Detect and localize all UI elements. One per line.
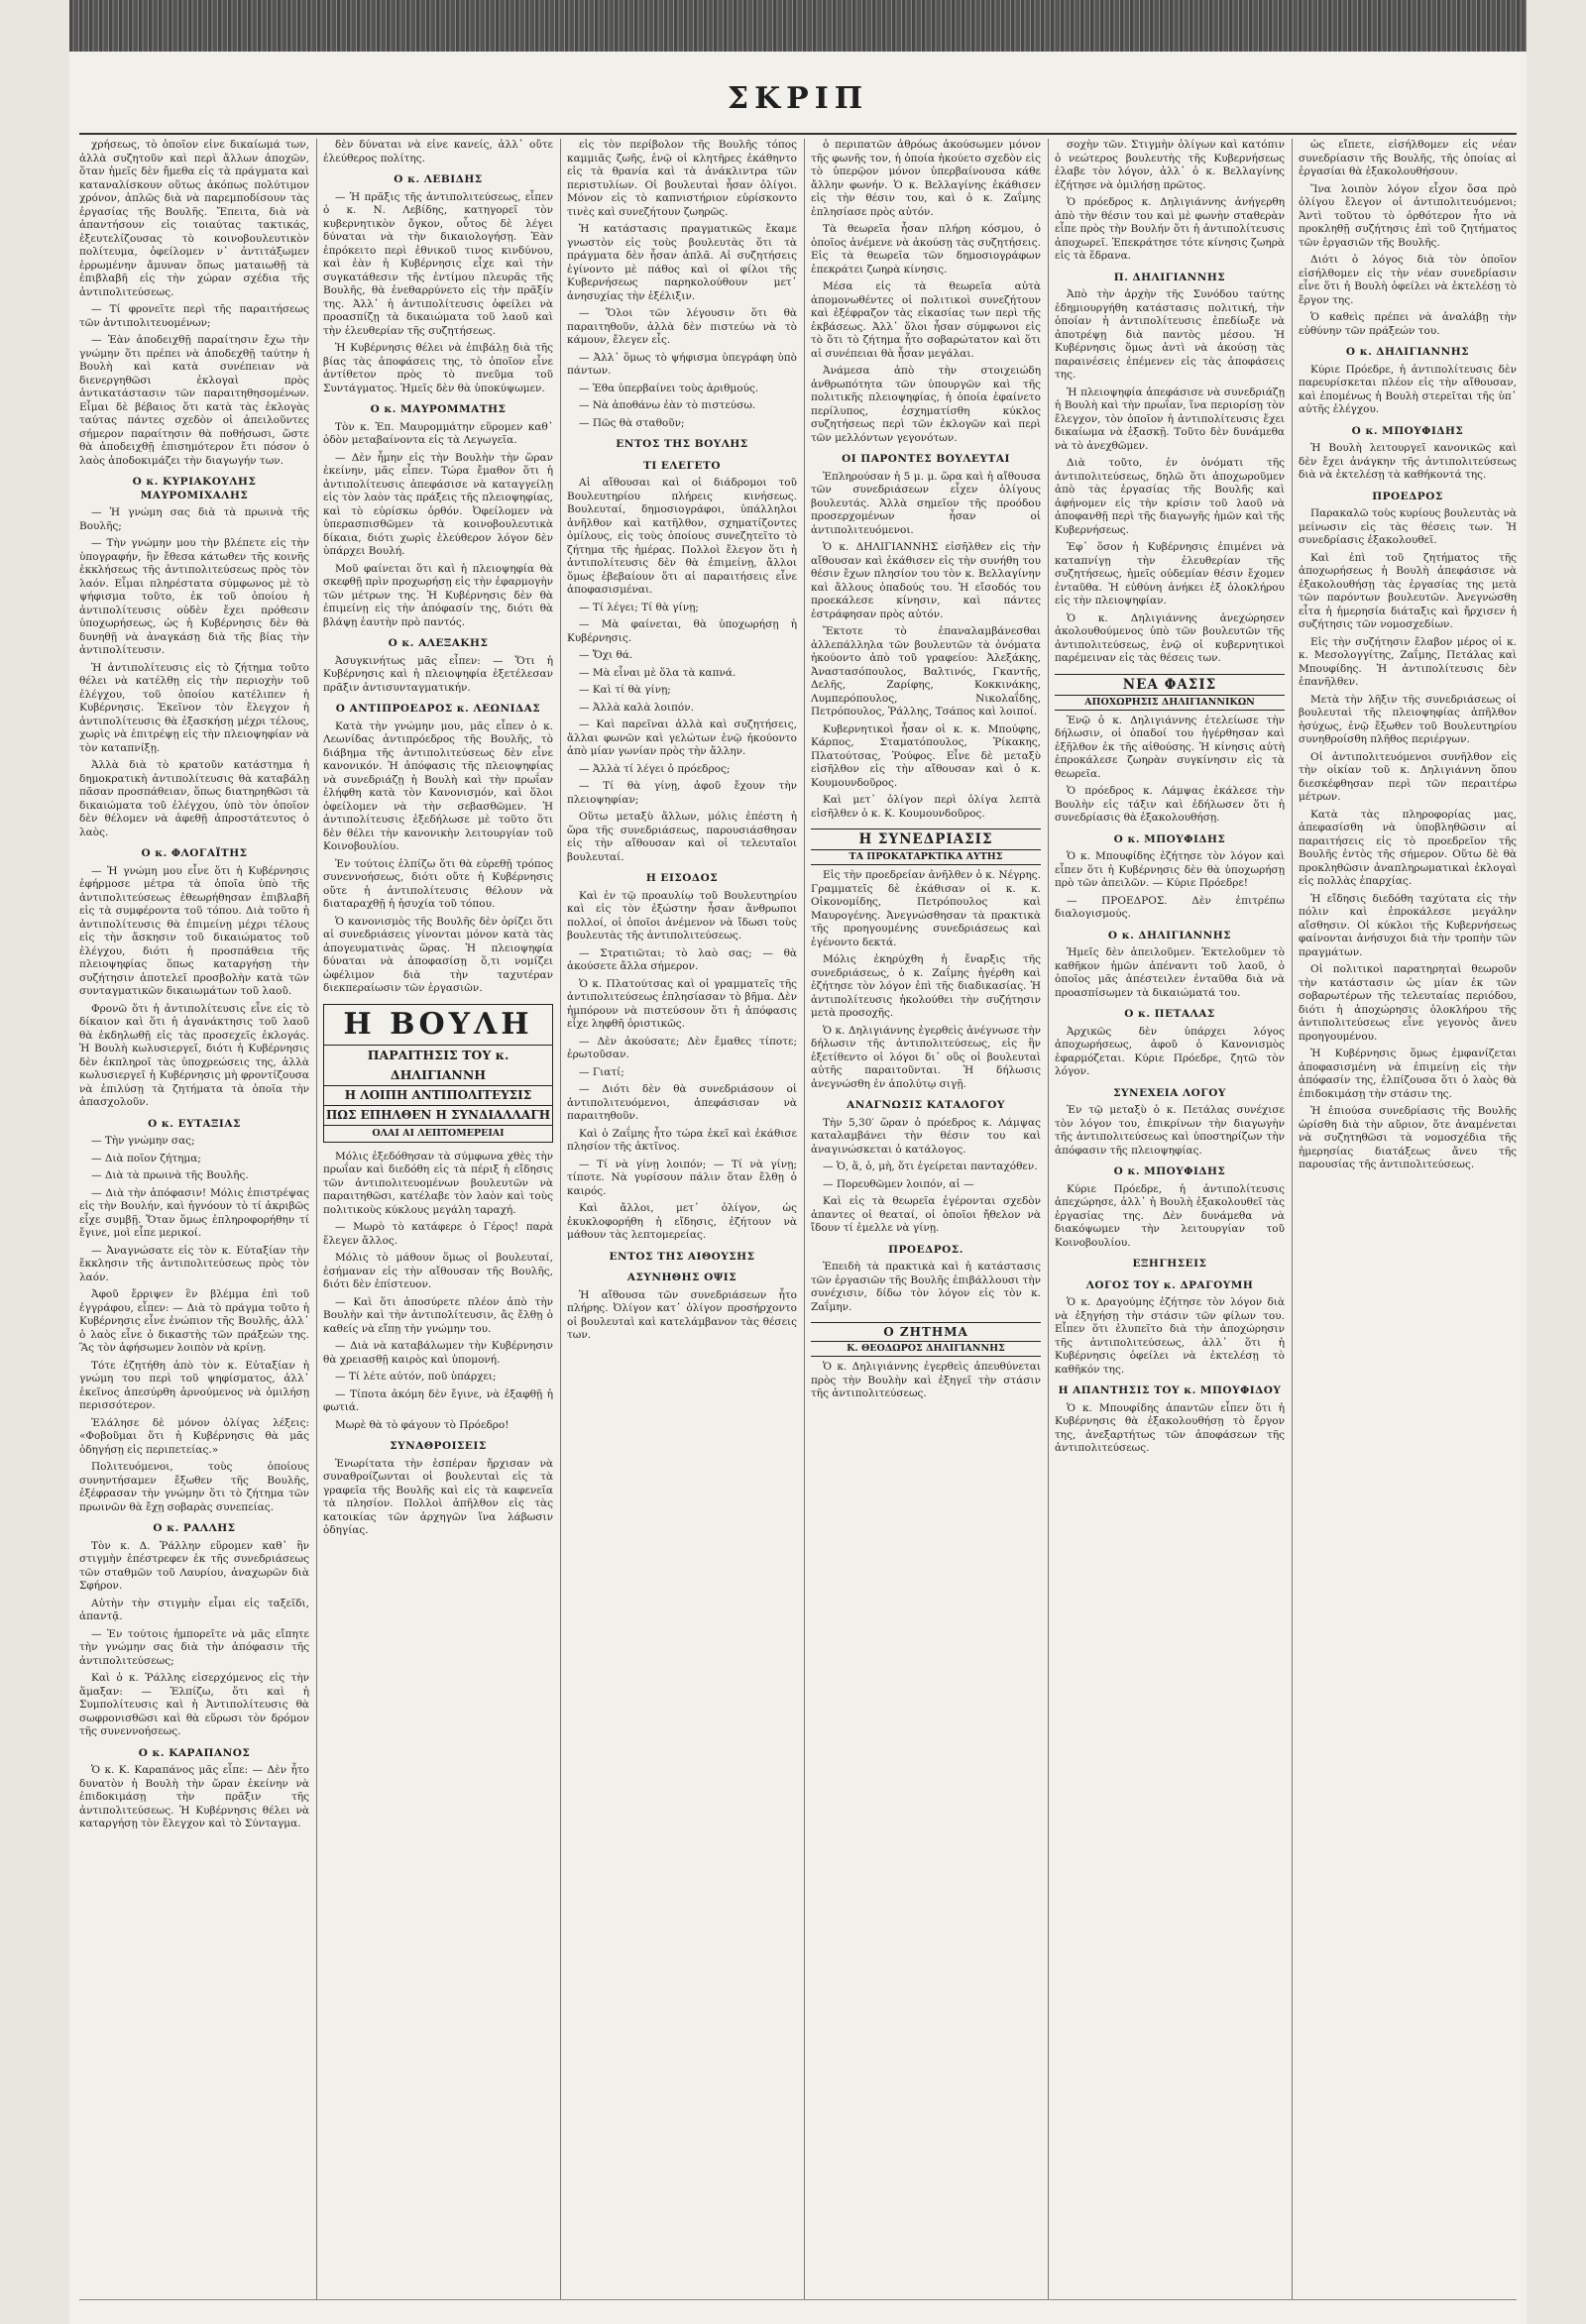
section-heading: ΣΥΝΑΘΡΟΙΣΕΙΣ	[390, 1440, 487, 1452]
article-paragraph: — Τίποτα ἀκόμη δὲν ἔγινε, νὰ ἐξαφθῇ ἡ φωτιά.	[323, 1387, 553, 1413]
article-paragraph: Ὁ πρόεδρος κ. Δηλιγιάννης ἀνήγερθη ἀπὸ τὴν θέσιν του καὶ μὲ φωνὴν σταθερὰν εἶπε πρὸς τὴν Βουλήν ὅτι ἡ ἀντιπολίτευσις ἀποχωρεῖ. Ἐπεκράτησε τότε κίνησις ζωηρὰ εἰς τὰ ἕδρανα.	[1055, 196, 1285, 262]
article-paragraph: Ὁ κανονισμὸς τῆς Βουλῆς δὲν ὁρίζει ὅτι αἱ συνεδριάσεις γίνονται μόνον κατὰ τὰς ἀπογευματινὰς ὥρας. Ἡ πλειοψηφία δύναται νὰ ἀποφασίσῃ ὅ,τι νομίζει ὠφέλιμον διὰ τὴν ταχυτέραν διεκπεραίωσιν τῶν ἐργασιῶν.	[323, 915, 553, 994]
article-paragraph: Τὰ θεωρεῖα ἦσαν πλήρη κόσμου, ὁ ὁποῖος ἀνέμενε νὰ ἀκούσῃ τὰς συζητήσεις. Εἰς τὰ θεωρεῖα τῶν δημοσιογράφων ἐπεκράτει ζωηρὰ κίνησις.	[811, 223, 1041, 276]
column-1	[79, 139, 309, 2299]
section-heading: Ο κ. ΡΑΛΛΗΣ	[153, 1522, 236, 1534]
headline-banner	[323, 1004, 553, 1143]
section-heading: ΠΡΟΕΔΡΟΣ	[1372, 490, 1443, 502]
section-heading: ΣΥΝΕΧΕΙΑ ΛΟΓΟΥ	[1113, 1086, 1226, 1099]
article-paragraph: δὲν δύναται νὰ εἶνε κανείς, ἀλλ᾿ οὔτε ἐλεύθερος πολίτης.	[323, 139, 553, 165]
section-heading: ΑΣΥΝΗΘΗΣ ΟΨΙΣ	[626, 1272, 737, 1283]
article-paragraph: Ὁ κ. Κ. Καραπάνος μᾶς εἶπε: — Δὲν ἦτο δυνατὸν ἡ Βουλὴ τὴν ὥραν ἐκείνην νὰ ἐπιδοκιμάσῃ τὴν πρᾶξιν τῆς ἀντιπολιτεύσεως. Ἡ Κυβέρνησις θέλει νὰ καταργήσῃ τὸν ἔλεγχον καὶ τὸ Σύνταγμα.	[79, 1764, 309, 1829]
section-heading: Ο κ. ΜΠΟΥΦΙΔΗΣ	[1351, 424, 1464, 437]
article-paragraph: — Ἀναγνώσατε εἰς τὸν κ. Εὐταξίαν τὴν ἔκκλησιν τῆς ἀντιπολιτεύσεως πρὸς τὸν λαόν.	[79, 1244, 309, 1283]
article-paragraph: Ἐλάλησε δὲ μόνον ὀλίγας λέξεις: «Φοβοῦμαι ὅτι ἡ Κυβέρνησις θὰ μᾶς ὁδηγήσῃ εἰς περιπετείας.»	[79, 1416, 309, 1456]
article-paragraph: Ὁ κ. ΔΗΛΙΓΙΑΝΝΗΣ εἰσῆλθεν εἰς τὴν αἴθουσαν καὶ ἐκάθισεν εἰς τὴν συνήθη του θέσιν ἔχων πλησίον του τὸν κ. Βελλαγίνην καὶ ἄλλους ὀπαδούς του. Ἡ εἴσοδός του προεκάλεσε κίνησιν, καὶ πάντες ἐστράφησαν πρὸς αὐτόν.	[811, 541, 1041, 620]
article-paragraph: Ἡ Βουλὴ λειτουργεῖ κανονικῶς καὶ δὲν ἔχει ἀνάγκην τῆς ἀντιπολιτεύσεως διὰ νὰ ἐκτελέσῃ τὰ καθήκοντά της.	[1299, 442, 1517, 481]
article-paragraph: — Τὴν γνώμην μου τὴν βλέπετε εἰς τὴν ὑπογραφήν, ἣν ἔθεσα κάτωθεν τῆς κοινῆς ἐκκλήσεως τῆς ἀντιπολιτεύσεως πρὸς τὸν λαόν. Εἶμαι πληρέστατα σύμφωνος μὲ τὸ ψήφισμα τοῦτο, ἐκ τοῦ ὁποίου ἡ ἀντιπολίτευσις οὐδὲν ἔχει πρόθεσιν ὑποχωρήσεως, ὡς ἡ Κυβέρνησις δὲν θὰ δυνηθῇ νὰ ἀναγκάσῃ διὰ τῆς βίας τὴν ἀντιπολίτευσιν.	[79, 537, 309, 656]
article-paragraph: Μόλις ἐκηρύχθη ἡ ἔναρξις τῆς συνεδριάσεως, ὁ κ. Ζαΐμης ἠγέρθη καὶ ἐζήτησε τὸν λόγον ἐπὶ τῆς διαδικασίας. Ἡ ἀντιπολίτευσις ἠκολούθει τὴν συζήτησιν μετὰ προσοχῆς.	[811, 953, 1041, 1019]
article-paragraph: Διὰ τοῦτο, ἐν ὀνόματι τῆς ἀντιπολιτεύσεως, δηλῶ ὅτι ἀποχωροῦμεν ἀπὸ τὰς ἐργασίας τῆς Βουλῆς καὶ ἀφήνομεν εἰς τὴν κρίσιν τοῦ λαοῦ νὰ ἀποφανθῇ περὶ τῆς διαγωγῆς ἡμῶν καὶ τῆς Κυβερνήσεως.	[1055, 457, 1285, 536]
article-paragraph: Ἡ κατάστασις πραγματικῶς ἔκαμε γνωστὸν εἰς τοὺς βουλευτὰς ὅτι τὰ πράγματα δὲν ἦσαν ἀπλᾶ. Αἱ συζητήσεις ἐγίνοντο μὲ πάθος καὶ οἱ φίλοι τῆς Κυβερνήσεως παρηκολούθουν μετ᾿ ἀνησυχίας τὴν ἐξέλιξιν.	[567, 223, 797, 302]
section-heading: Ο κ. ΜΠΟΥΦΙΔΗΣ	[1113, 1165, 1226, 1177]
boxed-heading-subtitle: ΤΑ ΠΡΟΚΑΤΑΡΚΤΙΚΑ ΑΥΤΗΣ	[811, 849, 1041, 864]
article-paragraph: Ἀρχικῶς δὲν ὑπάρχει λόγος ἀποχωρήσεως, ἀφοῦ ὁ Κανονισμὸς ἐφαρμόζεται. Κύριε Πρόεδρε, ζητῶ τὸν λόγον.	[1055, 1025, 1285, 1077]
article-paragraph: Καὶ ὁ Ζαΐμης ἦτο τώρα ἐκεῖ καὶ ἐκάθισε πλησίον τῆς ἀκτῖνος.	[567, 1127, 797, 1153]
article-paragraph: Ἡ ἀντιπολίτευσις εἰς τὸ ζήτημα τοῦτο θέλει νὰ κατέλθῃ εἰς τὴν περιοχὴν τοῦ ἐλέγχου, τοῦ ὁποίου κατέλιπεν ἡ Κυβέρνησις. Ἐκεῖνον τὸν ἔλεγχον ἡ ἀντιπολίτευσις θὰ ἐξασκήσῃ μέχρι τέλους, χωρὶς νὰ ἐπιτρέψῃ εἰς τὴν πλειοψηφίαν νὰ τὸν καταπνίξῃ.	[79, 661, 309, 754]
article-paragraph: Ἵνα λοιπὸν λόγον εἶχον ὅσα πρὸ ὀλίγου ἔλεγον οἱ ἀντιπολιτευόμενοι; Ἀντὶ τοῦτου τὸ ὀρθότερον ἦτο νὰ προκληθῇ συζήτησις ἐπὶ τοῦ ζητήματος τῶν ἐργασιῶν τῆς Βουλῆς.	[1299, 182, 1517, 249]
article-paragraph: — Καὶ παρεῖναι ἀλλὰ καὶ συζητήσεις, ἄλλαι φωνῶν καὶ γελώτων ἐνῷ ἠκούοντο ἀπὸ μίαν γωνίαν πρὸς τὴν ἄλλην.	[567, 719, 797, 757]
headline-line: ΟΛΑΙ ΑΙ ΛΕΠΤΟΜΕΡΕΙΑΙ	[324, 1125, 552, 1142]
article-paragraph: — Καὶ ὅτι ἀποσύρετε πλέον ἀπὸ τὴν Βουλὴν καὶ τὴν ἀντιπολίτευσιν, ἄς ἔλθῃ ὁ καθείς νὰ εἴπῃ τὴν γνώμην του.	[323, 1295, 553, 1335]
section-heading: Ο κ. ΑΛΕΞΑΚΗΣ	[388, 637, 489, 649]
section-heading: ΤΙ ΕΛΕΓΕΤΟ	[643, 459, 721, 472]
article-paragraph: Ὁ κ. Δηλιγιάννης ἐγερθεὶς ἀπευθύνεται πρὸς τὴν Βουλὴν καὶ ἐξηγεῖ τὴν στάσιν τῆς ἀντιπολιτεύσεως.	[811, 1361, 1041, 1399]
article-paragraph: — Ὄχι θά.	[579, 649, 633, 661]
article-paragraph: — Ἀλλὰ καλὰ λοιπόν.	[579, 701, 694, 714]
article-paragraph: Ἐνωρίτατα τὴν ἑσπέραν ἤρχισαν νὰ συναθροίζωνται οἱ βουλευταὶ εἰς τὰ γραφεῖα τῆς Βουλῆς καὶ εἰς τὰ καφενεῖα τὰ πλησίον. Πολλοὶ ἀπῆλθον εἰς τὰς κατοικίας τῶν ἀρχηγῶν ἵνα λάβωσιν ὁδηγίας.	[323, 1457, 553, 1536]
section-heading: Ο κ. ΔΗΛΙΓΙΑΝΝΗΣ	[1345, 346, 1470, 358]
article-paragraph: χρήσεως, τὸ ὁποῖον εἶνε δικαίωμά των, ἀλλὰ συζητοῦν καὶ περὶ ἄλλων ἀποχῶν, ὅταν ἡμεῖς δὲν ἤμεθα εἰς τὰ πράγματα καὶ καταναλίσκουν οὕτως ἀκόπως πολύτιμον χρόνον, ἁπλῶς διὰ νὰ παρεμποδίσουν τὰς ἐργασίας τῆς Βουλῆς. Ἔπειτα, διὰ νὰ ἀπαντήσουν εἰς τοιαύτας τακτικάς, ἐξευτελίζουσας τὸ κοινοβουλευτικὸν πολίτευμα, ὀφείλομεν ν᾿ ἀντιτάξωμεν ἐρρωμένην ἄμυναν ὅπως ματαιωθῇ τὰ ἐπιβλαβῆ εἰς τὴν χώραν σχέδια τῆς ἀντιπολιτεύσεως.	[79, 139, 309, 298]
article-paragraph: — Διὰ ποῖον ζήτημα;	[91, 1152, 201, 1164]
article-paragraph: Αὐτὴν τὴν στιγμὴν εἶμαι εἰς ταξεῖδι, ἀπαντᾷ.	[79, 1597, 309, 1622]
article-paragraph: — Διὰ νὰ καταβάλωμεν τὴν Κυβέρνησιν θὰ χρειασθῇ καιρὸς καὶ ὑπομονή.	[323, 1340, 553, 1366]
masthead-title: ΣΚΡΙΠ	[727, 81, 869, 116]
headline-line: Η ΒΟΥΛΗ	[343, 1006, 533, 1042]
article-paragraph: Καὶ ὁ κ. Ῥάλλης εἰσερχόμενος εἰς τὴν ἅμαξαν: — Ἐλπίζω, ὅτι καὶ ἡ Συμπολίτευσις καὶ ἡ Ἀντιπολίτευσις θὰ σωφρονισθῶσι καὶ θὰ εὕρωσι τὸν δρόμον τῆς συνεννοήσεως.	[79, 1672, 309, 1737]
boxed-heading-title: ΝΕΑ ΦΑΣΙΣ	[1122, 676, 1217, 693]
article-paragraph: — Τί φρονεῖτε περὶ τῆς παραιτήσεως τῶν ἀντιπολιτευομένων;	[79, 303, 309, 329]
article-paragraph: Μετὰ τὴν λῆξιν τῆς συνεδριάσεως οἱ βουλευταὶ τῆς πλειοψηφίας ἀπῆλθον ἡσύχως, ἐνῷ ἔξωθεν τοῦ Βουλευτηρίου συνηθροίσθη πλῆθος περιέργων.	[1299, 693, 1517, 745]
column-divider	[1292, 139, 1293, 2299]
article-paragraph: — Ὅλοι τῶν λέγουσιν ὅτι θὰ παραιτηθοῦν, ἀλλὰ δὲν πιστεύω νὰ τὸ κάμουν, ἔλεγεν εἷς.	[567, 307, 797, 346]
article-paragraph: Ὁ κ. Δραγούμης ἐζήτησε τὸν λόγον διὰ νὰ ἐξηγήσῃ τὴν στάσιν τῶν φίλων του. Εἶπεν ὅτι ἐλυπεῖτο διὰ τὴν ἀποχώρησιν τῆς ἀντιπολιτεύσεως, ἀλλ᾿ ὅτι ἡ Κυβέρνησις ὀφείλει νὰ ἐκτελέσῃ τὸ καθῆκόν της.	[1055, 1296, 1285, 1376]
article-paragraph: — Καὶ τί θὰ γίνῃ;	[579, 684, 671, 696]
section-heading: Ο κ. ΜΠΟΥΦΙΔΗΣ	[1113, 832, 1226, 845]
article-paragraph: σοχὴν τῶν. Στιγμὴν ὀλίγων καὶ κατόπιν ὁ νεώτερος βουλευτὴς τῆς Κυβερνήσεως ἐλαβε τὸν λόγον, ἀλλ᾿ ὁ κ. Βελλαγίνης ἐζήτησε νὰ ὁμιλήσῃ πρῶτος.	[1055, 139, 1285, 191]
newspaper-page	[69, 0, 1527, 2324]
article-paragraph: — Ἐθα ὑπερβαίνει τοὺς ἀριθμούς.	[579, 382, 759, 394]
column-4	[811, 139, 1041, 2299]
headline-line: ΠΑΡΑΙΤΗΣΙΣ ΤΟΥ κ. ΔΗΛΙΓΙΑΝΝΗ	[324, 1045, 552, 1085]
article-paragraph: Ὁ πρόεδρος κ. Λάμψας ἐκάλεσε τὴν Βουλὴν εἰς τάξιν καὶ ἐδήλωσεν ὅτι ἡ συνεδρίασις θὰ ἐξακολουθήσῃ.	[1055, 785, 1285, 824]
article-paragraph: Καὶ εἰς τὰ θεωρεῖα ἐγέρονται σχεδὸν ἀπαντες οἱ θεαταί, οἱ ὁποῖοι ἤθελον νὰ ἴδουν τί ἐμελλε νὰ γίνῃ.	[811, 1195, 1041, 1234]
article-paragraph: εἰς τὸν περίβολον τῆς Βουλῆς τόπος καμμιᾶς ζωῆς, ἐνῷ οἱ κλητῆρες ἐκάθηντο εἰς τὰ θρανία καὶ τὰ ἀνάκλιντρα τῶν περιστυλίων. Οἱ βουλευταὶ ἦσαν ὀλίγοι. Μόνον εἰς τὸ καπνιστήριον εὑρίσκοντο τινὲς καὶ συνεζήτουν ζωηρῶς.	[567, 139, 797, 218]
section-heading: Η ΑΠΑΝΤΗΣΙΣ ΤΟΥ κ. ΜΠΟΥΦΙΔΟΥ	[1058, 1384, 1282, 1396]
column-divider	[804, 139, 805, 2299]
article-paragraph: Ἡ Κυβέρνησις θέλει νὰ ἐπιβάλῃ διὰ τῆς βίας τὰς ἀποφάσεις της, τὸ ὁποῖον εἶνε ἀντίθετον πρὸς τὸ πνεῦμα τοῦ Συντάγματος. Ἡμεῖς δὲν θὰ ὑποκύψωμεν.	[323, 342, 553, 394]
article-paragraph: Μόλις τὸ μάθουν ὅμως οἱ βουλευταί, ἐσήμαναν εἰς τὴν αἴθουσαν τῆς Βουλῆς, διότι δὲν ἐπίστευον.	[323, 1252, 553, 1290]
article-paragraph: Ἀνάμεσα ἀπὸ τὴν στοιχειώδη ἀνθρωπότητα τῶν ὑπουργῶν καὶ τῆς πολιτικῆς πλειοψηφίας, ἡ ὁποία ἐφαίνετο περίλυπος, ἐσχηματίσθη κύκλος συζητήσεως περὶ τῶν ἐκλογῶν καὶ περὶ τῶν μελλόντων γεγονότων.	[811, 365, 1041, 444]
headline-line: Η ΛΟΙΠΗ ΑΝΤΙΠΟΛΙΤΕΥΣΙΣ	[324, 1085, 552, 1105]
article-paragraph: — Ἡ πρᾶξις τῆς ἀντιπολιτεύσεως, εἶπεν ὁ κ. Ν. Λεβίδης, κατηγορεῖ τὸν κυβερνητικὸν ὄγκον, οὗτος δὲ λέγει δύναται νὰ τὴν δικαιολογήσῃ. Ἐὰν ἐπρόκειτο περὶ ἐθνικοῦ τινος κινδύνου, καὶ ἐὰν ἡ Κυβέρνησις εἶχε καὶ τὴν συγκατάθεσιν τῆς ἐντίμου πλευρᾶς τῆς Βουλῆς, θὰ ἐνεθαρρύνετο εἰς τὴν πρᾶξίν της. Ἀλλ᾿ ἡ ἀντιπολίτευσις ὀφείλει νὰ προασπίζῃ τὰ δικαιώματα τοῦ λαοῦ καὶ τὴν ἐλευθερίαν τῆς συζητήσεως.	[323, 190, 553, 337]
section-heading: ΠΡΟΕΔΡΟΣ.	[888, 1243, 963, 1256]
article-paragraph: Τὴν 5,30′ ὥραν ὁ πρόεδρος κ. Λάμψας καταλαμβάνει τὴν θέσιν του καὶ ἀναγινώσκεται ὁ κατάλογος.	[811, 1116, 1041, 1156]
bottom-rule	[79, 2299, 1517, 2300]
article-paragraph: — Ἀλλ᾿ ὅμως τὸ ψήφισμα ὑπεγράφη ὑπὸ πάντων.	[567, 351, 797, 377]
article-paragraph: — Τί νὰ γίνῃ λοιπόν; — Τί νὰ γίνῃ; τίποτε. Νὰ γυρίσουν πάλιν ὅταν ἔλθῃ ὁ καιρός.	[567, 1158, 797, 1197]
boxed-heading-subtitle: Κ. ΘΕΟΔΩΡΟΣ ΔΗΛΙΓΙΑΝΝΗΣ	[811, 1341, 1041, 1356]
article-paragraph: Ἐν τῷ μεταξὺ ὁ κ. Πετάλας συνέχισε τὸν λόγον του, ἐπικρίνων τὴν διαγωγὴν τῆς ἀντιπολιτεύσεως καὶ ὑποστηρίζων τὴν ἀπόφασιν τῆς πλειοψηφίας.	[1055, 1104, 1285, 1157]
boxed-heading-subtitle: ΑΠΟΧΩΡΗΣΙΣ ΔΗΛΙΓΙΑΝΝΙΚΩΝ	[1055, 695, 1285, 710]
article-paragraph: Καὶ μετ᾿ ὀλίγον περὶ ὀλίγα λεπτὰ εἰσῆλθεν ὁ κ. Κ. Κουμουνδοῦρος.	[811, 794, 1041, 820]
section-heading: Ο κ. ΔΗΛΙΓΙΑΝΝΗΣ	[1107, 929, 1232, 941]
article-paragraph: Ἀλλὰ διὰ τὸ κρατοῦν κατάστημα ἡ δημοκρατικὴ ἀντιπολίτευσις θὰ καταβάλῃ πᾶσαν προσπάθειαν, ὅπως διατηρηθῶσι τὰ δικαιώματα τοῦ ἐλέγχου, ὑπὸ τὸν ὁποῖον δὲν θέλομεν νὰ ἀφεθῇ ἀπροστάτευτος ὁ λαὸς.	[79, 759, 309, 838]
article-paragraph: Ἀσυγκινήτως μᾶς εἶπεν: — Ὅτι ἡ Κυβέρνησις καὶ ἡ πλειοψηφία ἐξετέλεσαν πρᾶξιν ἀντισυνταγματικήν.	[323, 654, 553, 694]
article-paragraph: Μέσα εἰς τὰ θεωρεῖα αὐτὰ ἀπομονωθέντες οἱ πολιτικοὶ συνεζήτουν καὶ ἐξέφραζον τὰς εἰκασίας των περὶ τῆς ἐκβάσεως. Ἀλλ᾿ ὅλοι ἦσαν σύμφωνοι εἰς τὸ ὅτι τὸ ζήτημα ἦτο σοβαρώτατον καὶ ὅτι αἱ συνέπειαι θὰ ἦσαν μεγάλαι.	[811, 280, 1041, 360]
article-paragraph: — ΠΡΟΕΔΡΟΣ. Δὲν ἐπιτρέπω διαλογισμούς.	[1055, 894, 1285, 920]
article-paragraph: — Μὰ εἶναι μὲ ὅλα τὰ καπνά.	[579, 666, 736, 679]
article-paragraph: Ὁ καθεὶς πρέπει νὰ ἀναλάβῃ τὴν εὐθύνην τῶν πράξεών του.	[1299, 311, 1517, 337]
article-paragraph: — Ὁ, ἅ, ὁ, μὴ, ὅτι ἐγείρεται πανταχόθεν.	[823, 1161, 1038, 1172]
column-2	[323, 139, 553, 2299]
section-heading: ΕΝΤΟΣ ΤΗΣ ΑΙΘΟΥΣΗΣ	[609, 1250, 755, 1263]
column-divider	[1048, 139, 1049, 2299]
column-3	[567, 139, 797, 2299]
article-paragraph: Οἱ πολιτικοὶ παρατηρηταὶ θεωροῦν τὴν κατάστασιν ὡς μίαν ἐκ τῶν σοβαρωτέρων τῆς τελευταίας περιόδου, διότι ἡ ἀποχώρησις ὁλοκλήρου τῆς ἀντιπολιτεύσεως εἶνε γεγονὸς ἄνευ προηγουμένου.	[1299, 963, 1517, 1043]
section-heading: Η ΕΙΣΟΔΟΣ	[645, 872, 719, 884]
article-paragraph: Καὶ ἐπὶ τοῦ ζητήματος τῆς ἀποχωρήσεως ἡ Βουλὴ ἀπεφάσισε νὰ ἐξακολουθήσῃ τὰς ἐργασίας της μετὰ τῶν παρόντων βουλευτῶν. Ἀνεγνώσθη εἶτα ἡ ἡμερησία διάταξις καὶ ἤρχισεν ἡ συζήτησις τῶν νομοσχεδίων.	[1299, 551, 1517, 630]
article-paragraph: — Τί λέγει; Τί θὰ γίνῃ;	[579, 601, 699, 613]
article-paragraph: Ἐφ᾿ ὅσον ἡ Κυβέρνησις ἐπιμένει νὰ καταπνίγῃ τὴν ἐλευθερίαν τῆς συζητήσεως, ἡμεῖς οὐδεμίαν θέσιν ἔχομεν ἐνταῦθα. Ἡ εὐθύνη ἀνήκει ἐξ ὁλοκλήρου εἰς τὴν πλειοψηφίαν.	[1055, 541, 1285, 607]
article-paragraph: Ὁ κ. Μπουφίδης ἐζήτησε τὸν λόγον καὶ εἶπεν ὅτι ἡ Κυβέρνησις δὲν θὰ ὑποχωρήσῃ πρὸ τῶν ἀπειλῶν. — Κύριε Πρόεδρε!	[1055, 850, 1285, 889]
article-paragraph: — Ἡ γνώμη σας διὰ τὰ πρωινὰ τῆς Βουλῆς;	[79, 506, 309, 532]
section-heading: Ο κ. ΜΑΥΡΟΜΜΑΤΗΣ	[370, 403, 507, 415]
article-paragraph: Ἡ Κυβέρνησις ὅμως ἐμφανίζεται ἀποφασισμένη νὰ ἐπιμείνῃ εἰς τὴν ἀπόφασίν της, ἐλπίζουσα ὅτι ὁ λαὸς θὰ ἐπιδοκιμάσῃ τὴν στάσιν της.	[1299, 1048, 1517, 1100]
article-paragraph: Ὁ κ. Δηλιγιάννης ἐγερθεὶς ἀνέγνωσε τὴν δήλωσιν τῆς ἀντιπολιτεύσεως, εἰς ἣν ἐξετίθεντο οἱ λόγοι δι᾿ οὓς οἱ βουλευταὶ αὐτῆς παραιτοῦνται. Ἡ δήλωσις ἀνεγνώσθη ἐν ἀπολύτῳ σιγῇ.	[811, 1024, 1041, 1090]
article-paragraph: Ἡ εἴδησις διεδόθη ταχύτατα εἰς τὴν πόλιν καὶ ἐπροκάλεσε μεγάλην αἴσθησιν. Οἱ κύκλοι τῆς Κυβερνήσεως φαίνονται ἀνήσυχοι διὰ τὴν τροπὴν τῶν πραγμάτων.	[1299, 892, 1517, 958]
section-heading: Ο κ. ΕΥΤΑΞΙΑΣ	[148, 1117, 241, 1130]
article-paragraph: Εἰς τὴν συζήτησιν ἔλαβον μέρος οἱ κ. κ. Μεσολογγίτης, Ζαΐμης, Πετάλας καὶ Μπουφίδης. Ἡ ἀντιπολίτευσις δὲν ἐπανῆλθεν.	[1299, 635, 1517, 688]
article-paragraph: Κύριε Πρόεδρε, ἡ ἀντιπολίτευσις ἀπεχώρησε, ἀλλ᾿ ἡ Βουλὴ ἐξακολουθεῖ τὰς ἐργασίας της. Δὲν δυνάμεθα νὰ διακόψωμεν τὴν λειτουργίαν τοῦ Κοινοβουλίου.	[1055, 1182, 1285, 1249]
scan-edge-band	[69, 0, 1527, 52]
article-paragraph: Ἀφοῦ ἔρριψεν ἓν βλέμμα ἐπὶ τοῦ ἐγγράφου, εἶπεν: — Διὰ τὸ πράγμα τοῦτο ἡ Κυβέρνησις εἶνε ἐνώπιον τῆς Βουλῆς, ἀλλ᾿ ὁ λαὸς εἶνε ὁ δικαστὴς τῶν πράξεών της. Ἂς τὸν ἀφήσωμεν λοιπὸν νὰ κρίνῃ.	[79, 1288, 309, 1354]
article-paragraph: Κατὰ τὴν γνώμην μου, μᾶς εἶπεν ὁ κ. Λεωνίδας ἀντιπρόεδρος τῆς Βουλῆς, τὸ διάβημα τῆς ἀντιπολιτεύσεως δὲν εἶνε κανονικόν. Ἡ ἀπόφασις τῆς πλειοψηφίας νὰ συνεδριάζῃ ἡ Βουλὴ καὶ τὴν πρωΐαν ἐλήφθη κατὰ τὸν Κανονισμόν, καὶ ὅλοι ὀφείλομεν νὰ τὴν σεβασθῶμεν. Ἡ ἀντιπολίτευσις ἐξεδήλωσε μὲ τοῦτο ὅτι δὲν θέλει τὴν κανονικὴν λειτουργίαν τοῦ Κοινοβουλίου.	[323, 719, 553, 852]
section-heading: Ο κ. ΛΕΒΙΔΗΣ	[394, 173, 483, 185]
article-paragraph: Φρονῶ ὅτι ἡ ἀντιπολίτευσις εἶνε εἰς τὸ δίκαιον καὶ ὅτι ἡ ἀγανάκτησις τοῦ λαοῦ θὰ ἐκδηλωθῇ εἰς τὰς προσεχεῖς ἐκλογάς. Ἡ Βουλὴ κωλυσιεργεῖ, διότι ἡ Κυβέρνησις δὲν ἐκπληροῖ τὰς ὑποχρεώσεις της, ἀλλὰ κωλυσιεργεῖ ἡ Κυβέρνησις μὴ φροντίζουσα νὰ ἐπιλύσῃ τὰ ζητήματα τὰ ὁποῖα τὴν ἀπασχολοῦν.	[79, 1002, 309, 1108]
article-paragraph: Παρακαλῶ τοὺς κυρίους βουλευτὰς νὰ μείνωσιν εἰς τὰς θέσεις των. Ἡ συνεδρίασις ἐξακολουθεῖ.	[1299, 507, 1517, 546]
article-paragraph: Ἐν τούτοις ἐλπίζω ὅτι θὰ εὑρεθῇ τρόπος συνεννοήσεως, διότι οὔτε ἡ Κυβέρνησις οὔτε ἡ ἀντιπολίτευσις θέλουν νὰ διαταραχθῇ ἡ ἡσυχία τοῦ τόπου.	[323, 857, 553, 910]
section-heading: Ο κ. ΠΕΤΑΛΑΣ	[1124, 1008, 1215, 1020]
article-paragraph: — Μωρὸ τὸ κατάφερε ὁ Γέρος! παρὰ ἔλεγεν ἄλλος.	[323, 1221, 553, 1247]
column-5	[1055, 139, 1285, 2299]
article-paragraph: Ὁ κ. Μπουφίδης ἀπαντῶν εἶπεν ὅτι ἡ Κυβέρνησις θὰ ἐξακολουθήσῃ τὸ ἔργον της, ἀνεξαρτήτως τῶν ἀποφάσεων τῆς ἀντιπολιτεύσεως.	[1055, 1401, 1285, 1454]
column-6	[1299, 139, 1517, 2299]
article-paragraph: Τὸν κ. Ἐπ. Μαυρομμάτην εὕρομεν καθ᾿ ὁδὸν μεταβαίνοντα εἰς τὰ Λεγωγεῖα.	[323, 420, 553, 446]
section-heading: ΕΝΤΟΣ ΤΗΣ ΒΟΥΛΗΣ	[616, 438, 748, 450]
article-paragraph: Ἐνῷ ὁ κ. Δηλιγιάννης ἐτελείωσε τὴν δήλωσιν, οἱ ὀπαδοί του ἠγέρθησαν καὶ ἐξῆλθον ἐκ τῆς αἰθούσης. Ἡ κίνησις αὐτὴ ἐπροκάλεσε ζωηρὰν συγκίνησιν εἰς τὰ θεωρεῖα.	[1055, 714, 1285, 780]
article-paragraph: Αἱ αἴθουσαι καὶ οἱ διάδρομοι τοῦ Βουλευτηρίου πλήρεις κινήσεως. Βουλευταί, δημοσιογράφοι, ὑπάλληλοι ἀνῆλθον καὶ κατῆλθον, σχηματίζοντες ὁμίλους, εἰς τοὺς ὁποίους συνεζητεῖτο τὸ ζήτημα τῆς ἡμέρας. Πολλοὶ ἔλεγον ὅτι ἡ ἀντιπολίτευσις δὲν θὰ ἐπιμείνῃ, ἄλλοι ὅμως ἐβεβαίουν ὅτι αἱ παραιτήσεις εἶνε ἀποφασισμέναι.	[567, 477, 797, 596]
article-paragraph: Διότι ὁ λόγος διὰ τὸν ὁποῖον εἰσήλθομεν εἰς τὴν νέαν συνεδρίασιν εἶνε ὅτι ἡ Βουλὴ ὀφείλει νὰ ἐκτελέσῃ τὸ ἔργον της.	[1299, 254, 1517, 306]
section-heading: Ο ΑΝΤΙΠΡΟΕΔΡΟΣ κ. ΛΕΩΝΙΔΑΣ	[335, 703, 541, 715]
section-heading: Ο κ. ΦΛΟΓΑΪΤΗΣ	[141, 847, 248, 859]
article-paragraph: Ὁ κ. Δηλιγιάννης ἀνεχώρησεν ἀκολουθούμενος ὑπὸ τῶν βουλευτῶν τῆς ἀντιπολιτεύσεως, ἐνῷ οἱ κυβερνητικοὶ παρέμειναν εἰς τὰς θέσεις των.	[1055, 611, 1285, 664]
article-paragraph: Εἰς τὴν προεδρείαν ἀνῆλθεν ὁ κ. Νέγρης. Γραμματεῖς δὲ ἐκάθισαν οἱ κ. κ. Οἰκονομίδης, Πετρόπουλος καὶ Μαυρογένης. Ἀνεγνώσθησαν τὰ πρακτικὰ τῆς προηγουμένης συνεδριάσεως καὶ ἐγένοντο δεκτά.	[811, 869, 1041, 948]
article-paragraph: Ἡ πλειοψηφία ἀπεφάσισε νὰ συνεδριάζῃ ἡ Βουλὴ καὶ τὴν πρωΐαν, ἵνα περιορίσῃ τὸν ἔλεγχον, τὸν ὁποῖον ἡ ἀντιπολίτευσις ἔχει δικαίωμα νὰ ἐξασκῇ. Τοῦτο δὲν δυνάμεθα νὰ τὸ ἀνεχθῶμεν.	[1055, 386, 1285, 452]
section-heading: Π. ΔΗΛΙΓΙΑΝΝΗΣ	[1113, 271, 1226, 283]
article-paragraph: Μοῦ φαίνεται ὅτι καὶ ἡ πλειοψηφία θὰ σκεφθῇ πρὶν προχωρήσῃ εἰς τὴν ἐφαρμογὴν τῶν μέτρων της. Ἡ Κυβέρνησις δὲν θὰ ἐπιμείνῃ εἰς τὴν ἀπόφασίν της, διότι θὰ βλάψῃ ἑαυτὴν πρὸ παντός.	[323, 562, 553, 628]
article-paragraph: ὁ περιπατῶν ἀθρόως ἀκούσωμεν μόνον τῆς φωνῆς τον, ἡ ὁποία ἠκούετο σχεδὸν εἰς τὸ ὑπερῷον μόνον ὑπερβαίνουσα κάθε ἄλλην φωνήν. Ὁ κ. Βελλαγίνης ἐκάθισεν εἰς τὴν θέσιν του, καὶ ὁ κ. Ζαΐμης ἐπλησίασε πρὸς αὐτόν.	[811, 139, 1041, 218]
article-paragraph: Ὁ κ. Πλατούτσας καὶ οἱ γραμματεῖς τῆς ἀντιπολιτεύσεως ἐπλησίασαν τὸ βῆμα. Δὲν ἠμπόρουν νὰ πιστεύσουν ὅτι ἡ ἀπόφασις εἶχε ληφθῆ ὁριστικῶς.	[567, 977, 797, 1030]
article-paragraph: Κύριε Πρόεδρε, ἡ ἀντιπολίτευσις δὲν παρευρίσκεται πλέον εἰς τὴν αἴθουσαν, καὶ ἐπομένως ἡ Βουλὴ στερεῖται τῆς ὑπ᾿ αὐτῆς ἐλέγχου.	[1299, 363, 1517, 415]
article-paragraph: Ἐπληρούσαν ἡ 5 μ. μ. ὥρα καὶ ἡ αἴθουσα τῶν συνεδριάσεων εἶχεν ὀλίγους βουλευτάς. Ἀλλὰ σημεῖον τῆς προόδου προσερχομένων ἦσαν οἱ ἀντιπολιτευόμενοι.	[811, 470, 1041, 536]
article-paragraph: Ἐπειδὴ τὰ πρακτικὰ καὶ ἡ κατάστασις τῶν ἐργασιῶν τῆς Βουλῆς ἐπιβάλλουσι τὴν συνέχισιν, δίδω τὸν λόγον εἰς τὸν κ. Ζαΐμην.	[811, 1261, 1041, 1313]
column-divider	[316, 139, 317, 2299]
article-paragraph: — Διὰ τὴν ἀπόφασιν! Μόλις ἐπιστρέψας εἰς τὴν Βουλήν, καὶ ἠγνόουν τὸ τί ἀκριβῶς εἶχε συμβῇ. Ὅταν ὅμως ἐπληροφορήθην τί ἔγινε, μοὶ εἶπε μερικοί.	[79, 1186, 309, 1239]
article-paragraph: — Μὰ φαίνεται, θὰ ὑποχωρήσῃ ἡ Κυβέρνησις.	[567, 618, 797, 644]
article-paragraph: Ἡμεῖς δὲν ἀπειλοῦμεν. Ἐκτελοῦμεν τὸ καθῆκον ἡμῶν ἀπέναντι τοῦ λαοῦ, ὁ ὁποῖος μᾶς ἀπέστειλεν ἐνταῦθα διὰ νὰ προασπίσωμεν τὰ δικαιώματά του.	[1055, 946, 1285, 999]
article-paragraph: — Ἡ γνώμη μου εἶνε ὅτι ἡ Κυβέρνησις ἐφήρμοσε μέτρα τὰ ὁποῖα ὑπὸ τῆς ἀντιπολιτεύσεως ἐθεωρήθησαν ἐπιβλαβῆ εἰς τὰ συμφέροντα τοῦ τόπου. Διὰ τοῦτο ἡ ἀντιπολίτευσις θὰ ἐπιμείνῃ μέχρι τέλους εἰς τὴν ἄσκησιν τοῦ δικαιώματος τοῦ ἐλέγχου, διότι ἡ προσπάθεια τῆς πλειοψηφίας ὅπως καταργήσῃ τὴν συζήτησιν ἀποτελεῖ προσβολὴν κατὰ τῶν συνταγματικῶν δικαιωμάτων τοῦ λαοῦ.	[79, 864, 309, 997]
article-paragraph: — Τὴν γνώμην σας;	[91, 1135, 195, 1147]
article-paragraph: Ἡ ἐπιούσα συνεδρίασις τῆς Βουλῆς ὡρίσθη διὰ τὴν αὔριον, ὅτε ἀναμένεται νὰ συζητηθῶσι τὰ νομοσχέδια τῆς ἡμερησίας διατάξεως ἄνευ τῆς παρουσίας τῆς ἀντιπολιτεύσεως.	[1299, 1105, 1517, 1170]
article-paragraph: — Δὲν ἀκούσατε; Δὲν ἔμαθες τίποτε; ἐρωτοῦσαν.	[567, 1035, 797, 1060]
article-paragraph: Κυβερνητικοὶ ἦσαν οἱ κ. κ. Μπούφης, Κάρπος, Σταματόπουλος, Ῥίκακης, Πλατούτσας, Ῥούφος. Εἶνε δὲ μεταξὺ εἰσῆλθον εἰς τὴν αἴθουσαν καὶ ὁ κ. Κουμουνδοῦρος.	[811, 722, 1041, 789]
section-heading: ΟΙ ΠΑΡΟΝΤΕΣ ΒΟΥΛΕΥΤΑΙ	[842, 453, 1010, 465]
article-paragraph: Οὕτω μεταξὺ ἄλλων, μόλις ἐπέστη ἡ ὥρα τῆς συνεδριάσεως, παρουσιάσθησαν εἰς τὴν αἴθουσαν καὶ οἱ τελευταῖοι βουλευταί.	[567, 811, 797, 863]
article-paragraph: Μόλις ἐξεδόθησαν τὰ σύμφωνα χθὲς τὴν πρωΐαν καὶ διεδόθη εἰς τὰ πέριξ ἡ εἴδησις τῶν ἀντιπολιτευομένων βουλευτῶν νὰ παραιτηθῶσι, κατέλαβε τὸν λαὸν καὶ τοὺς πολιτικοὺς κύκλους μεγάλη ταραχή.	[323, 1150, 553, 1216]
article-paragraph: — Ἀλλὰ τί λέγει ὁ πρόεδρος;	[579, 762, 731, 775]
article-paragraph: — Διὰ τὰ πρωινὰ τῆς Βουλῆς.	[91, 1169, 249, 1181]
article-paragraph: — Τί θὰ γίνῃ, ἀφοῦ ἔχουν τὴν πλειοψηφίαν;	[567, 780, 797, 806]
section-heading: Ο κ. ΚΥΡΙΑΚΟΥΛΗΣ ΜΑΥΡΟΜΙΧΑΛΗΣ	[132, 476, 257, 501]
article-paragraph: — Νὰ ἀποθάνω ἐὰν τὸ πιστεύσω.	[579, 399, 756, 411]
section-heading: ΑΝΑΓΝΩΣΙΣ ΚΑΤΑΛΟΓΟΥ	[847, 1099, 1005, 1111]
section-heading: ΛΟΓΟΣ ΤΟΥ κ. ΔΡΑΓΟΥΜΗ	[1085, 1278, 1254, 1291]
headline-line: ΠΩΣ ΕΠΗΛΘΕΝ Η ΣΥΝΔΙΑΛΛΑΓΗ	[324, 1105, 552, 1125]
article-paragraph: — Διότι δὲν θὰ συνεδριάσουν οἱ ἀντιπολιτευόμενοι, ἀπεφάσισαν νὰ παραιτηθοῦν.	[567, 1083, 797, 1122]
article-paragraph: ὡς εἴπετε, εἰσήλθομεν εἰς νέαν συνεδρίασιν τῆς Βουλῆς, τῆς ὁποίας αἱ ἐργασίαι θὰ ἐξακολουθήσουν.	[1299, 139, 1517, 177]
article-paragraph: Ἀπὸ τὴν ἀρχὴν τῆς Συνόδου ταύτης ἐδημιουργήθη κατάστασις πολιτική, τὴν ὁποίαν ἡ ἀντιπολίτευσις ἐπεδίωξε νὰ ἀποτρέψῃ διὰ παντὸς μέσου. Ἡ Κυβέρνησις ὅμως ἀντὶ νὰ ἀκούσῃ τὰς παραινέσεις ἐπέμενεν εἰς τὰς ἀποφάσεις της.	[1055, 288, 1285, 381]
article-paragraph: Τὸν κ. Δ. Ῥάλλην εὕρομεν καθ᾿ ἣν στιγμὴν ἐπέστρεφεν ἐκ τῆς συνεδριάσεως τῶν σταθμῶν τοῦ Λαυρίου, ἀναχωρῶν διὰ Σφήρον.	[79, 1539, 309, 1592]
boxed-heading	[811, 829, 1041, 865]
article-paragraph: — Στρατιῶται; τὸ λαὸ σας; — θὰ ἀκούσετε ἄλλα σήμερον.	[567, 946, 797, 972]
article-paragraph: — Πορευθῶμεν λοιπόν, αἱ —	[823, 1177, 974, 1190]
section-heading: Ο κ. ΚΑΡΑΠΑΝΟΣ	[138, 1746, 251, 1759]
article-paragraph: Πολιτευόμενοι, τοὺς ὁποίους συνηντήσαμεν ἔξωθεν τῆς Βουλῆς, ἐξέφρασαν τὴν γνώμην ὅτι τὸ ζήτημα τῶν πρωινῶν θὰ ἔχῃ σοβαρὰς συνεπείας.	[79, 1461, 309, 1513]
article-paragraph: Κατὰ τὰς πληροφορίας μας, ἀπεφασίσθη νὰ ὑποβληθῶσιν αἱ παραιτήσεις εἰς τὸ προεδρεῖον τῆς Βουλῆς ἐντὸς τῆς σήμερον. Οὕτω δὲ θὰ προκληθῶσιν ἀναπληρωματικαὶ ἐκλογαὶ εἰς πολλὰς ἐπαρχίας.	[1299, 808, 1517, 887]
article-paragraph: Ἡ αἴθουσα τῶν συνεδριάσεων ἦτο πλήρης. Ὀλίγον κατ᾿ ὀλίγον προσήρχοντο οἱ βουλευταὶ καὶ κατελάμβανον τὰς θέσεις των.	[567, 1288, 797, 1341]
article-paragraph: Ἔκτοτε τὸ ἐπαναλαμβάνεσθαι ἀλλεπάλληλα τῶν βουλευτῶν τὰ ὀνόματα ἠκούοντο ἀπὸ τοῦ γραφείου: Ἀλεξάκης, Ἀναστασόπουλος, Βαλτινός, Γκαντῆς, Δελῆς, Ζαρίφης, Κοκκινάκης, Λυμπερόπουλος, Νικολαΐδης, Πετρόπουλος, Ῥάλλης, Τσάπος καὶ λοιποί.	[811, 625, 1041, 718]
masthead-rule	[79, 133, 1517, 135]
article-paragraph: — Πῶς θὰ σταθοῦν;	[579, 416, 685, 429]
boxed-heading-title: Ο ΖΗΤΗΜΑ	[883, 1325, 968, 1339]
article-paragraph: — Ἐὰν ἀποδειχθῇ παραίτησιν ἔχω τὴν γνώμην ὅτι πρέπει νὰ ἀποδεχθῇ ταύτην ἡ Βουλὴ καὶ κατὰ συνέπειαν νὰ διενεργηθῶσι ἐκλογαὶ πρὸς ἀντικατάστασιν τῶν παραιτηθησομένων. Εἶμαι δὲ βέβαιος ὅτι κατὰ τὰς ἐκλογὰς ταύτας πάντες σχεδὸν οἱ ἀπειλοῦντες σήμερον παραίτησιν θὰ ποθήσωσι, ὥστε θὰ ἀποδειχθῇ ἐπισημότερον ἔτι πόσον ὁ λαὸς ἀποδοκιμάζει τὴν διαγωγήν των.	[79, 334, 309, 467]
boxed-heading	[811, 1322, 1041, 1357]
article-paragraph: — Ἐν τούτοις ἠμπορεῖτε νὰ μᾶς εἴπητε τὴν γνώμην σας διὰ τὴν ἀπόφασιν τῆς ἀντιπολιτεύσεως;	[79, 1627, 309, 1667]
article-paragraph: Οἱ ἀντιπολιτευόμενοι συνῆλθον εἰς τὴν οἰκίαν τοῦ κ. Δηλιγιάννη ὅπου διεσκέφθησαν περὶ τῶν περαιτέρω μέτρων.	[1299, 750, 1517, 803]
article-paragraph: — Τί λέτε αὐτόν, ποῦ ὑπάρχει;	[335, 1371, 497, 1383]
article-paragraph: — Γιατί;	[579, 1065, 624, 1078]
article-paragraph: Καὶ ἄλλοι, μετ᾿ ὀλίγον, ὡς ἐκυκλοφορήθη ἡ εἴδησις, ἐζήτουν νὰ μάθουν τὰς λεπτομερείας.	[567, 1202, 797, 1241]
column-divider	[560, 139, 561, 2299]
section-heading: ΕΞΗΓΗΣΕΙΣ	[1132, 1258, 1207, 1270]
article-paragraph: Καὶ ἐν τῷ προαυλίῳ τοῦ Βουλευτηρίου καὶ εἰς τὸν ἐξώστην ἦσαν ἄνθρωποι πολλοί, οἱ ὁποῖοι ἀνέμενον νὰ ἴδωσι τοὺς βουλευτὰς τῆς ἀντιπολιτεύσεως.	[567, 889, 797, 941]
boxed-heading-title: Η ΣΥΝΕΔΡΙΑΣΙΣ	[858, 831, 993, 847]
boxed-heading	[1055, 674, 1285, 711]
article-paragraph: Μωρὲ θὰ τὸ φάγουν τὸ Πρόεδρο!	[335, 1418, 510, 1431]
masthead	[69, 69, 1527, 129]
article-paragraph: Τότε ἐζητήθη ἀπὸ τὸν κ. Εὐταξίαν ἡ γνώμη του περὶ τοῦ ψηφίσματος, ἀλλ᾿ ἐκεῖνος ἀπεσύρθη ἀρνούμενος νὰ ὁμιλήσῃ περισσότερον.	[79, 1359, 309, 1411]
article-paragraph: — Δὲν ἦμην εἰς τὴν Βουλὴν τὴν ὥραν ἐκείνην, μᾶς εἶπεν. Τώρα ἔμαθον ὅτι ἡ ἀντιπολίτευσις ἀπεφάσισε νὰ καταγγείλῃ εἰς τὸν λαὸν τὰς πράξεις τῆς πλειοψηφίας, καὶ τὸ εὑρίσκω ὀρθόν. Ὀφείλομεν νὰ ὑπερασπισθῶμεν τὰ κοινοβουλευτικὰ δίκαια, διότι χωρὶς ἐλεύθερον λόγον δὲν ὑπάρχει Βουλή.	[323, 451, 553, 557]
